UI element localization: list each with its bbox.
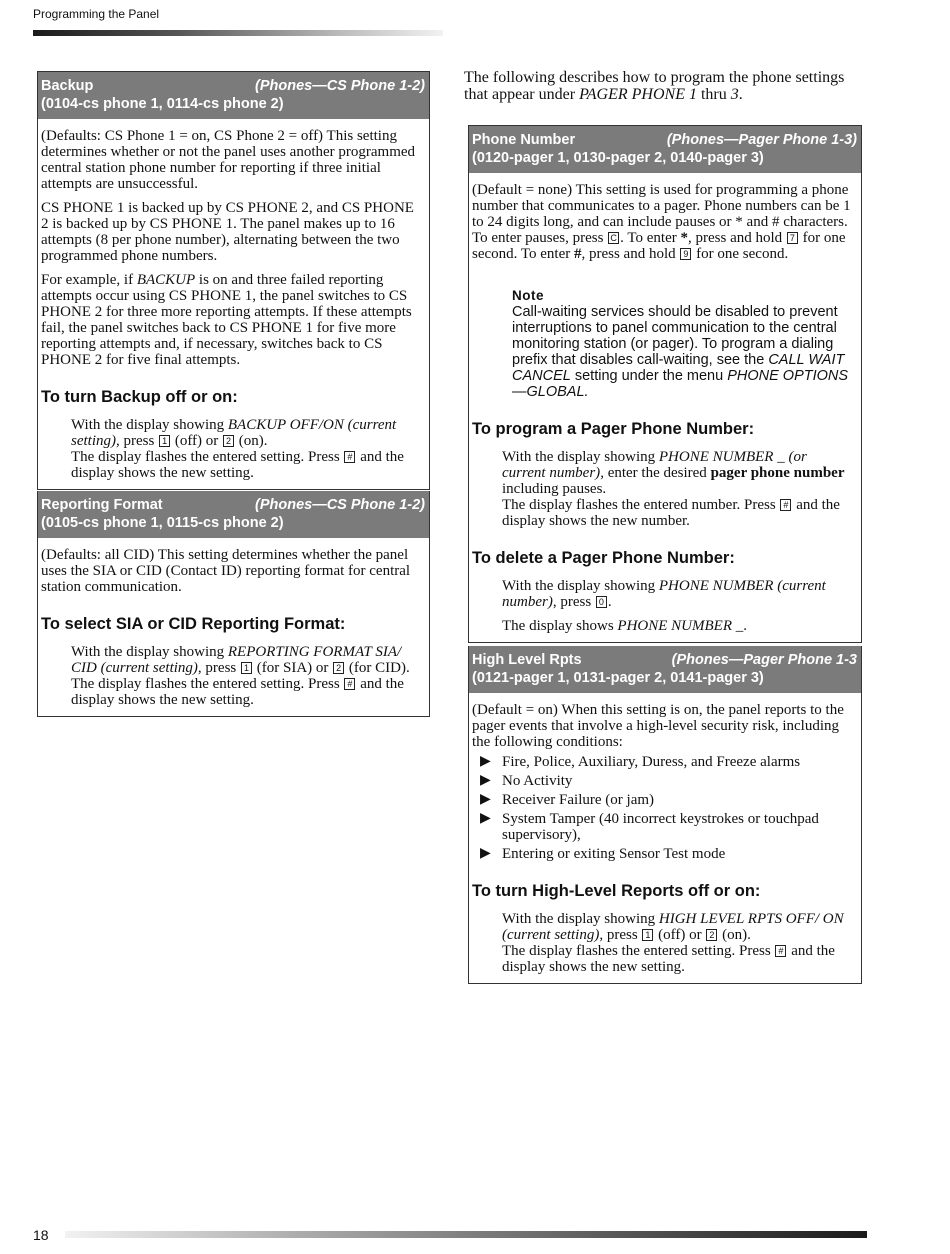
backup-section-header xyxy=(38,72,429,119)
footer-rule xyxy=(65,1231,867,1238)
key-1-icon: 1 xyxy=(241,662,252,674)
reporting-format-body xyxy=(38,538,429,716)
backup-title: Backup xyxy=(41,78,94,94)
reporting-format-section xyxy=(37,491,430,717)
bullet-arrow-icon: ▶ xyxy=(480,773,491,788)
high-level-rpts-instructions: With the display showing HIGH LEVEL RPTS OFF/ ON (current setting), press 1 (off) or 2 (on). The display flashes the entered setting. Press # and the display shows the new setting. xyxy=(502,911,844,975)
key-9-icon: 9 xyxy=(680,248,691,260)
high-level-conditions-list xyxy=(480,754,853,862)
high-level-rpts-paragraph: (Default = on) When this setting is on, the panel reports to the pager events that involve a high-level security risk, including the following conditions: xyxy=(472,702,844,750)
key-0-icon: 0 xyxy=(596,596,607,608)
phone-number-header xyxy=(469,126,861,173)
backup-body xyxy=(38,119,429,489)
list-item: ▶ Fire, Police, Auxiliary, Duress, and Freeze alarms xyxy=(480,754,801,770)
key-c-icon: C xyxy=(608,232,619,244)
delete-pager-instructions: With the display showing PHONE NUMBER (current number), press 0 . The display shows PHONE NUMBER _. xyxy=(502,578,826,634)
reporting-format-codes: (0105-cs phone 1, 0115-cs phone 2) xyxy=(41,515,284,531)
list-item: ▶ System Tamper (40 incorrect keystrokes or touchpad supervisory), xyxy=(480,811,819,843)
note-label: Note xyxy=(512,288,544,303)
phone-number-body xyxy=(469,173,861,642)
page-header-title: Programming the Panel xyxy=(33,7,160,21)
reporting-format-header xyxy=(38,491,429,538)
phone-number-codes: (0120-pager 1, 0130-pager 2, 0140-pager 3) xyxy=(472,150,764,166)
backup-instructions: With the display showing BACKUP OFF/ON (current setting), press 1 (off) or 2 (on). The display flashes the entered setting. Press # and the display shows the new setting. xyxy=(71,417,404,481)
key-pound-icon: # xyxy=(780,499,791,511)
high-level-rpts-section xyxy=(468,646,862,984)
page-number: 18 xyxy=(33,1227,49,1243)
key-1-icon: 1 xyxy=(642,929,653,941)
backup-section xyxy=(37,71,430,490)
header-rule xyxy=(33,30,443,36)
backup-heading: To turn Backup off or on: xyxy=(41,388,238,406)
reporting-format-menu-path: (Phones—CS Phone 1-2) xyxy=(255,497,425,513)
note-text: Call-waiting services should be disabled to prevent interruptions to panel communication to the central monitoring station (or pager). To program a dialing prefix that disables call-waiting, see the CALL WAIT CANCEL setting under the menu PHONE OPTIONS—GLOBAL. xyxy=(512,304,849,400)
program-pager-instructions: With the display showing PHONE NUMBER _ (or current number), enter the desired pager phone number including pauses. The display flashes the entered number. Press # and the display shows the new number. xyxy=(502,449,845,529)
high-level-rpts-body xyxy=(469,693,861,983)
high-level-rpts-title: High Level Rpts xyxy=(472,652,582,668)
backup-paragraph-2: CS PHONE 1 is backed up by CS PHONE 2, and CS PHONE 2 is backed up by CS PHONE 1. The panel makes up to 16 attempts (8 per phone number), alternating between the two programmed phone numbers. xyxy=(41,200,414,264)
backup-menu-path: (Phones—CS Phone 1-2) xyxy=(255,78,425,94)
phone-number-menu-path: (Phones—Pager Phone 1-3) xyxy=(666,132,857,148)
call-waiting-note xyxy=(512,288,853,400)
list-item: ▶ No Activity xyxy=(480,773,573,789)
high-level-rpts-codes: (0121-pager 1, 0131-pager 2, 0141-pager 3) xyxy=(472,670,764,686)
bullet-arrow-icon: ▶ xyxy=(480,846,491,861)
key-1-icon: 1 xyxy=(159,435,170,447)
bullet-arrow-icon: ▶ xyxy=(480,811,491,826)
key-7-icon: 7 xyxy=(787,232,798,244)
reporting-format-title: Reporting Format xyxy=(41,497,163,513)
reporting-format-paragraph: (Defaults: all CID) This setting determines whether the panel uses the SIA or CID (Contact ID) reporting format for central station communication. xyxy=(41,547,411,595)
bullet-arrow-icon: ▶ xyxy=(480,792,491,807)
key-2-icon: 2 xyxy=(706,929,717,941)
high-level-rpts-header xyxy=(469,646,861,693)
key-2-icon: 2 xyxy=(223,435,234,447)
phone-number-paragraph: (Default = none) This setting is used for programming a phone number that communicates to a pager. Phone numbers can be 1 to 24 digits long, and can include pauses or * and # characters. To enter pauses, press C . To enter *, press and hold 7 for one second. To enter #, press and hold 9 for one second. xyxy=(472,182,851,262)
high-level-rpts-menu-path: (Phones—Pager Phone 1-3 xyxy=(671,652,857,668)
backup-paragraph-1: (Defaults: CS Phone 1 = on, CS Phone 2 = off) This setting determines whether or not the panel uses another programmed central station phone number for reporting if three initial attempts are unsuccessful. xyxy=(41,128,416,192)
bullet-arrow-icon: ▶ xyxy=(480,754,491,769)
key-2-icon: 2 xyxy=(333,662,344,674)
reporting-format-instructions: With the display showing REPORTING FORMAT SIA/ CID (current setting), press 1 (for SIA) or 2 (for CID). The display flashes the entered setting. Press # and the display shows the new setting. xyxy=(71,644,410,708)
key-pound-icon: # xyxy=(344,678,355,690)
list-item: ▶ Receiver Failure (or jam) xyxy=(480,792,655,808)
high-level-rpts-heading: To turn High-Level Reports off or on: xyxy=(472,882,761,900)
phone-number-section xyxy=(468,125,862,643)
list-item: ▶ Entering or exiting Sensor Test mode xyxy=(480,846,726,862)
phone-number-title: Phone Number xyxy=(472,132,576,148)
program-pager-heading: To program a Pager Phone Number: xyxy=(472,420,755,438)
intro-paragraph: The following describes how to program the phone settings that appear under PAGER PHONE 1 thru 3. xyxy=(464,69,845,103)
backup-paragraph-3: For example, if BACKUP is on and three failed reporting attempts occur using CS PHONE 1, the panel switches to CS PHONE 2 for three more reporting attempts. If these attempts fail, the panel switches back to CS PHONE 1 for five more reporting attempts and, if necessary, switches back to CS PHONE 2 for five final attempts. xyxy=(41,272,412,368)
delete-pager-heading: To delete a Pager Phone Number: xyxy=(472,549,735,567)
backup-codes: (0104-cs phone 1, 0114-cs phone 2) xyxy=(41,96,284,112)
key-pound-icon: # xyxy=(775,945,786,957)
reporting-format-heading: To select SIA or CID Reporting Format: xyxy=(41,615,346,633)
key-pound-icon: # xyxy=(344,451,355,463)
